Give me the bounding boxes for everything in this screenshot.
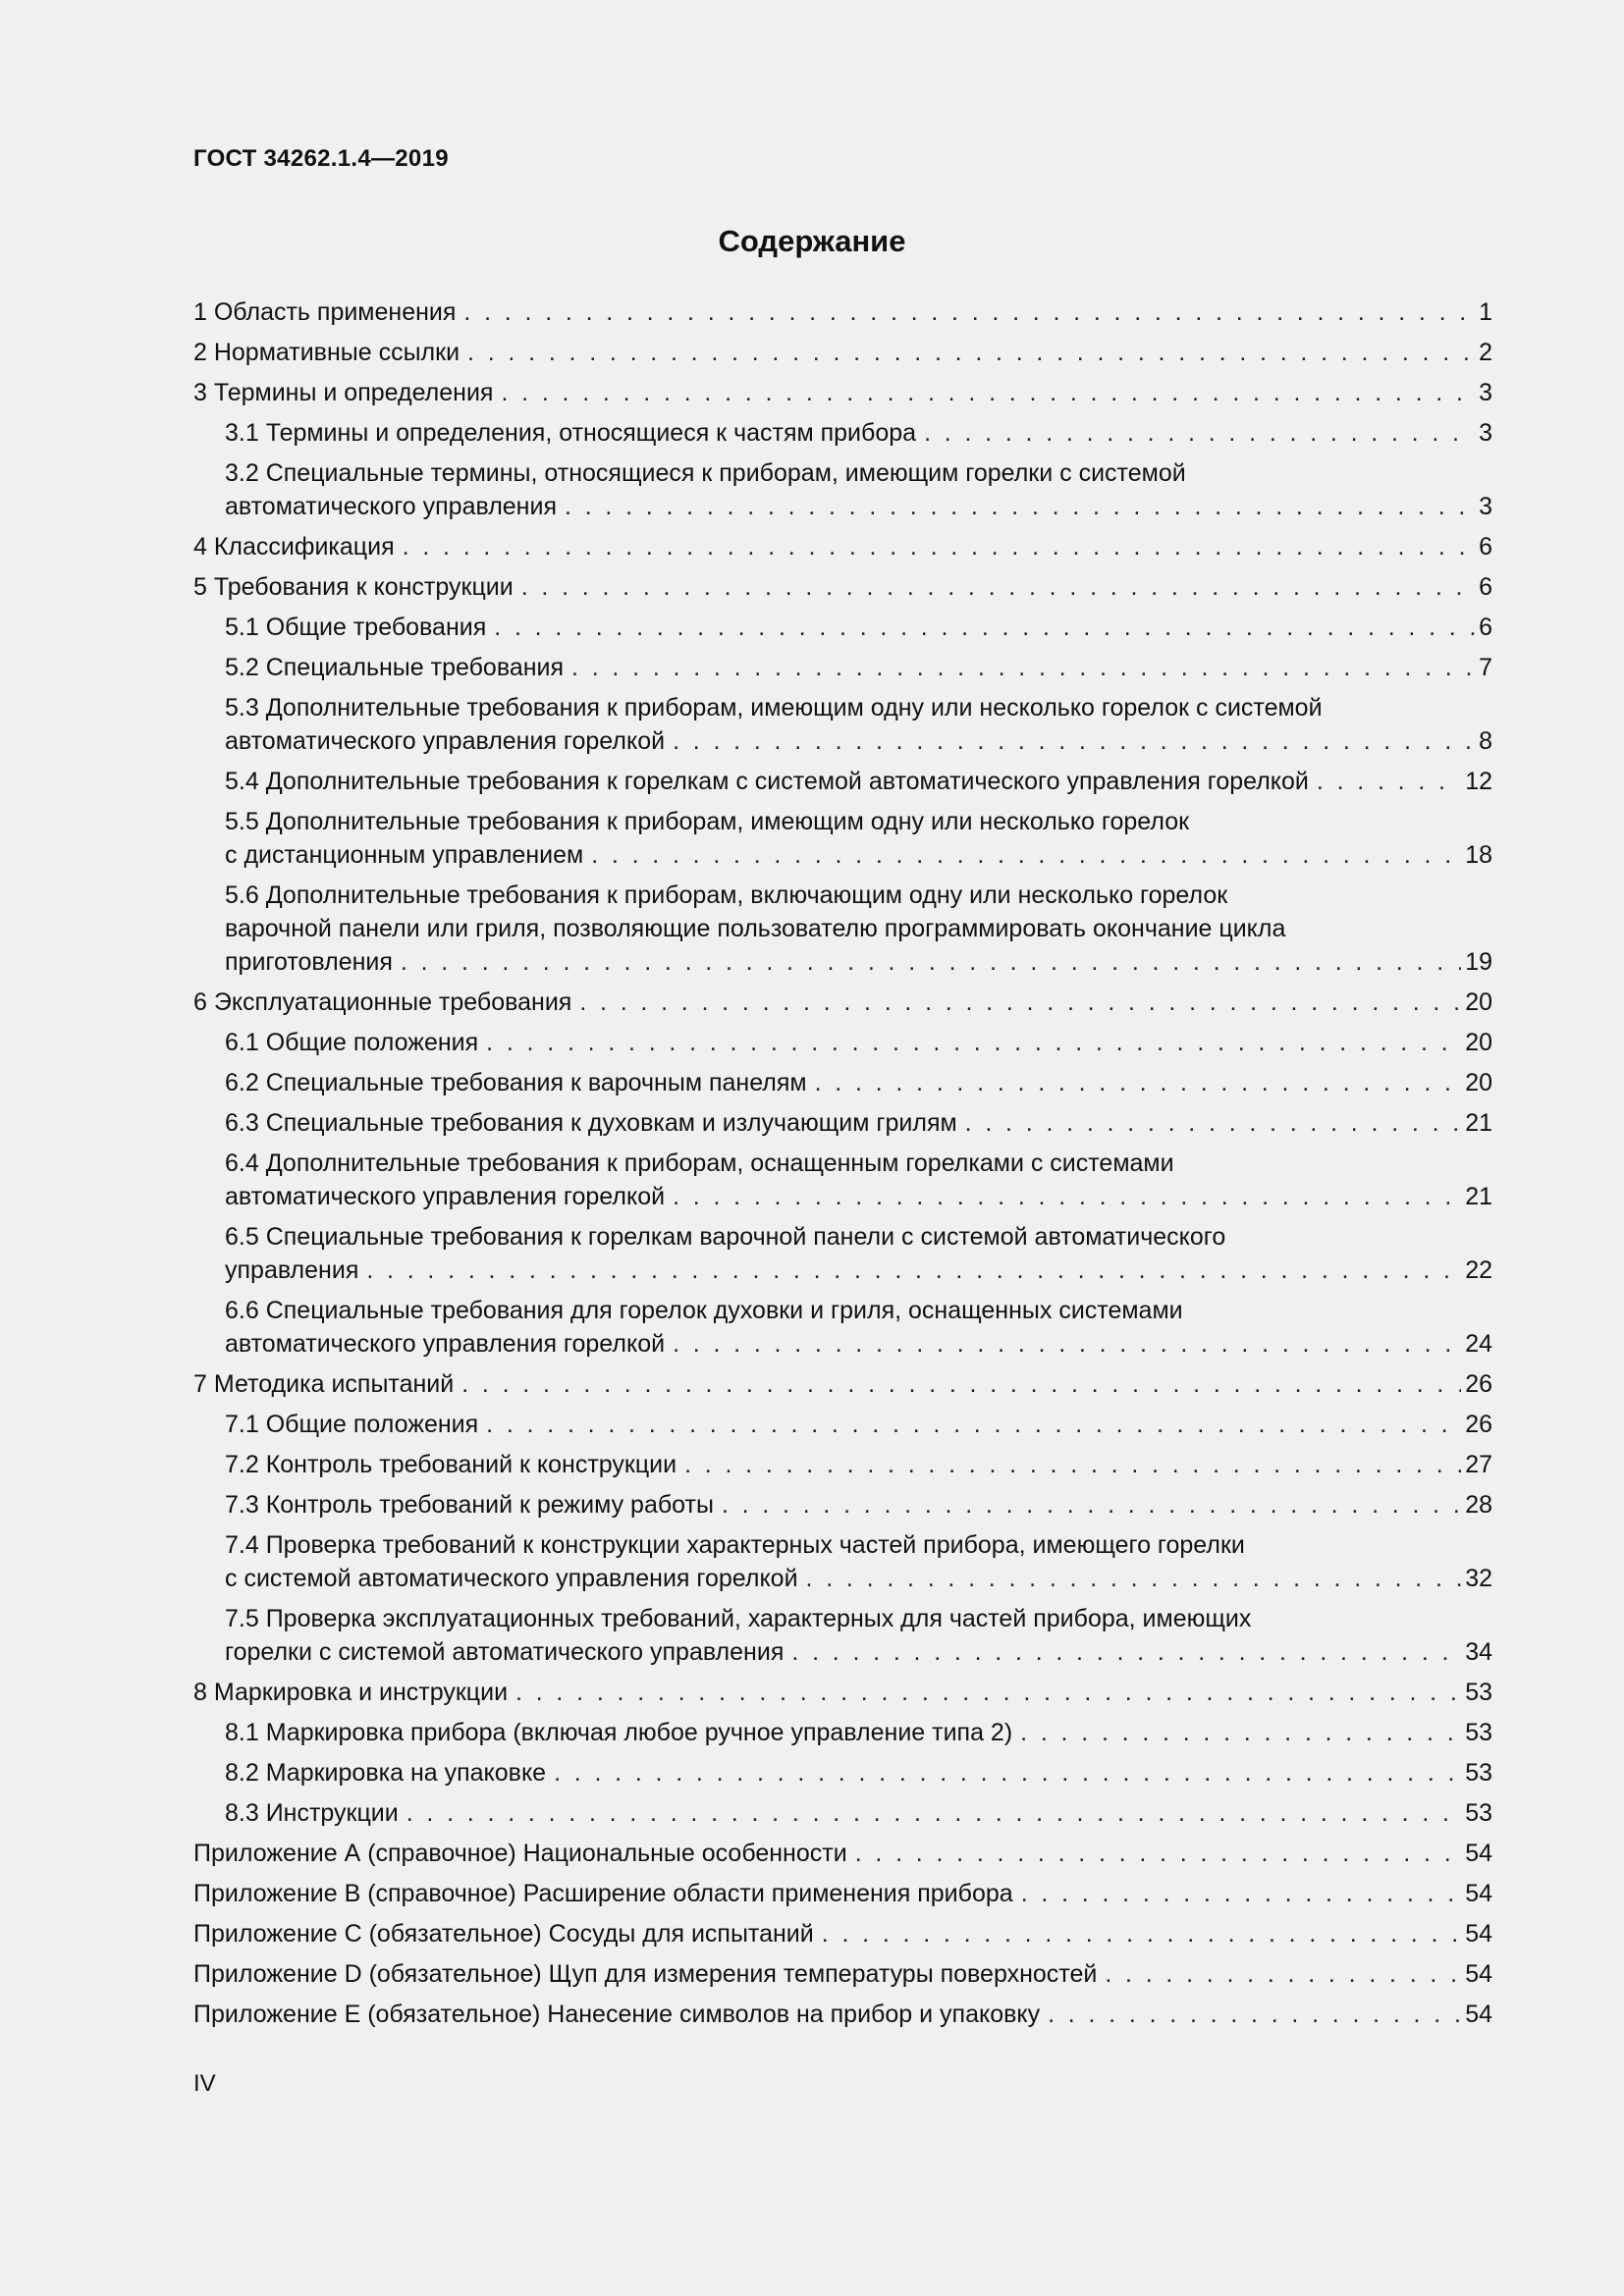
toc-page-number: 24 <box>1465 1330 1492 1358</box>
toc-entry[interactable] <box>193 1488 1492 1522</box>
dot-leader <box>815 1066 1462 1099</box>
toc-entry-text: 6.5 Специальные требования к горелкам варочной панели с системой автоматического <box>225 1223 1226 1251</box>
dot-leader <box>571 651 1475 684</box>
toc-entry[interactable] <box>193 1756 1492 1789</box>
page-number: IV <box>193 2070 216 2097</box>
toc-entry-line <box>225 1602 1492 1635</box>
toc-entry-text: 4 Классификация <box>193 533 395 561</box>
toc-entry[interactable] <box>193 530 1492 563</box>
toc-page-number: 18 <box>1465 841 1492 869</box>
dot-leader <box>494 611 1475 644</box>
toc-entry[interactable] <box>193 1147 1492 1213</box>
toc-entry-text: 7.2 Контроль требований к конструкции <box>225 1451 677 1478</box>
toc-entry[interactable] <box>193 1220 1492 1287</box>
dot-leader <box>855 1837 1462 1870</box>
toc-entry[interactable] <box>193 1917 1492 1950</box>
dot-leader <box>401 945 1461 979</box>
toc-entry-text: Приложение В (справочное) Расширение области применения прибора <box>193 1880 1013 1907</box>
toc-entry-line <box>193 1676 1492 1709</box>
toc-entry-text: 2 Нормативные ссылки <box>193 339 460 366</box>
toc-entry-line <box>225 1716 1492 1749</box>
toc-entry-text: 8.1 Маркировка прибора (включая любое ручное управление типа 2) <box>225 1719 1013 1746</box>
toc-page-number: 20 <box>1465 1069 1492 1096</box>
toc-entry-text: 8 Маркировка и инструкции <box>193 1679 509 1706</box>
toc-page-number: 8 <box>1479 727 1492 755</box>
toc-entry-line <box>225 724 1492 758</box>
toc-entry-line <box>225 1294 1492 1327</box>
dot-leader <box>486 1408 1461 1441</box>
toc-page-number: 26 <box>1465 1370 1492 1398</box>
toc-page-number: 3 <box>1479 493 1492 520</box>
toc-entry-line <box>225 912 1492 945</box>
toc-entry-text: варочной панели или гриля, позволяющие пользователю программировать окончание цикла <box>225 915 1286 942</box>
toc-entry-line <box>193 530 1492 563</box>
toc-entry[interactable] <box>193 1294 1492 1361</box>
toc-entry-line <box>193 1917 1492 1950</box>
toc-entry-line <box>225 1488 1492 1522</box>
toc-page-number: 3 <box>1479 419 1492 447</box>
toc-entry[interactable] <box>193 691 1492 758</box>
toc-entry[interactable] <box>193 1106 1492 1140</box>
toc-entry-line <box>225 1180 1492 1213</box>
dot-leader <box>521 570 1475 604</box>
toc-page-number: 12 <box>1465 768 1492 795</box>
toc-entry-line <box>225 1106 1492 1140</box>
toc-entry-text: 7.1 Общие положения <box>225 1411 479 1438</box>
toc-entry-line <box>225 1448 1492 1481</box>
toc-entry-line <box>225 1756 1492 1789</box>
toc-entry[interactable] <box>193 336 1492 369</box>
toc-entry[interactable] <box>193 986 1492 1019</box>
toc-page-number: 28 <box>1465 1491 1492 1519</box>
toc-page-number: 54 <box>1465 1920 1492 1948</box>
toc-entry[interactable] <box>193 765 1492 798</box>
dot-leader <box>722 1488 1461 1522</box>
toc-entry-line <box>225 1408 1492 1441</box>
toc-page-number: 53 <box>1465 1799 1492 1827</box>
toc-entry[interactable] <box>193 879 1492 979</box>
toc-entry-line <box>225 945 1492 979</box>
toc-entry-text: автоматического управления <box>225 493 557 520</box>
toc-entry-text: 5.3 Дополнительные требования к приборам, имеющим одну или несколько горелок с системой <box>225 694 1323 721</box>
toc-entry-text: 6.1 Общие положения <box>225 1029 479 1056</box>
dot-leader <box>461 1367 1461 1401</box>
toc-page-number: 22 <box>1465 1256 1492 1284</box>
toc-entry-line <box>225 1562 1492 1595</box>
toc-page-number: 32 <box>1465 1565 1492 1592</box>
dot-leader <box>501 376 1475 409</box>
toc-entry-line <box>225 691 1492 724</box>
toc-entry-line <box>193 1367 1492 1401</box>
toc-entry-line <box>225 805 1492 838</box>
toc-entry[interactable] <box>193 1408 1492 1441</box>
toc-entry-line <box>225 1327 1492 1361</box>
toc-entry-text: 5.2 Специальные требования <box>225 654 565 681</box>
page-title: Содержание <box>718 224 906 258</box>
dot-leader <box>554 1756 1461 1789</box>
toc-page-number: 54 <box>1465 1880 1492 1907</box>
dot-leader <box>924 416 1475 450</box>
dot-leader <box>684 1448 1461 1481</box>
toc-entry-line <box>193 1837 1492 1870</box>
toc-page-number: 6 <box>1479 533 1492 561</box>
toc-entry-line <box>193 986 1492 1019</box>
dot-leader <box>515 1676 1461 1709</box>
dot-leader <box>403 530 1475 563</box>
toc-page-number: 1 <box>1479 298 1492 326</box>
toc-page-number: 26 <box>1465 1411 1492 1438</box>
toc-page-number: 53 <box>1465 1719 1492 1746</box>
toc-entry-line <box>225 1635 1492 1669</box>
toc-entry-line <box>193 1957 1492 1991</box>
toc-entry-text: 7.4 Проверка требований к конструкции характерных частей прибора, имеющего горелки <box>225 1531 1245 1559</box>
toc-entry-text: 7.3 Контроль требований к режиму работы <box>225 1491 714 1519</box>
toc-entry-line <box>225 879 1492 912</box>
toc-page-number: 19 <box>1465 948 1492 976</box>
toc-entry-text: 6.2 Специальные требования к варочным панелям <box>225 1069 807 1096</box>
dot-leader <box>591 838 1461 872</box>
toc-entry[interactable] <box>193 1957 1492 1991</box>
toc-entry-text: 8.2 Маркировка на упаковке <box>225 1759 547 1787</box>
toc-entry-line <box>225 490 1492 523</box>
dot-leader <box>673 1327 1461 1361</box>
toc-entry-line <box>193 570 1492 604</box>
dot-leader <box>406 1796 1461 1830</box>
toc-entry[interactable] <box>193 1676 1492 1709</box>
toc-entry-text: 6.3 Специальные требования к духовкам и излучающим грилям <box>225 1109 957 1137</box>
toc-entry-text: 5.1 Общие требования <box>225 614 487 641</box>
dot-leader <box>1105 1957 1461 1991</box>
toc-entry-line <box>225 651 1492 684</box>
toc-entry-text: 1 Область применения <box>193 298 457 326</box>
toc-entry-text: 6.4 Дополнительные требования к приборам, оснащенным горелками с системами <box>225 1149 1174 1177</box>
toc-page-number: 21 <box>1465 1183 1492 1210</box>
toc-entry-text: 5.6 Дополнительные требования к приборам, включающим одну или несколько горелок <box>225 881 1228 909</box>
toc-page-number: 21 <box>1465 1109 1492 1137</box>
toc-entry[interactable] <box>193 651 1492 684</box>
toc-entry-text: 5 Требования к конструкции <box>193 573 514 601</box>
toc-entry-text: 5.5 Дополнительные требования к приборам, имеющим одну или несколько горелок <box>225 808 1190 835</box>
toc-page-number: 54 <box>1465 1840 1492 1867</box>
toc-entry-text: 6.6 Специальные требования для горелок духовки и гриля, оснащенных системами <box>225 1297 1183 1324</box>
toc-page-number: 34 <box>1465 1638 1492 1666</box>
toc-entry-text: 3 Термины и определения <box>193 379 494 406</box>
toc-entry[interactable] <box>193 416 1492 450</box>
table-of-contents <box>193 295 1492 2038</box>
dot-leader <box>1021 1877 1462 1910</box>
toc-page-number: 20 <box>1465 988 1492 1016</box>
toc-entry-line <box>193 1877 1492 1910</box>
toc-entry-line <box>193 376 1492 409</box>
toc-page-number: 54 <box>1465 1960 1492 1988</box>
toc-entry[interactable] <box>193 1026 1492 1059</box>
dot-leader <box>806 1562 1462 1595</box>
toc-entry-text: 6 Эксплуатационные требования <box>193 988 572 1016</box>
dot-leader <box>579 986 1461 1019</box>
toc-entry-line <box>225 1066 1492 1099</box>
toc-entry[interactable] <box>193 1066 1492 1099</box>
toc-page-number: 6 <box>1479 614 1492 641</box>
toc-entry-line <box>193 295 1492 329</box>
toc-entry-text: управления <box>225 1256 359 1284</box>
toc-entry-text: приготовления <box>225 948 393 976</box>
dot-leader <box>965 1106 1462 1140</box>
toc-entry[interactable] <box>193 1796 1492 1830</box>
toc-entry-text: 8.3 Инструкции <box>225 1799 399 1827</box>
toc-entry-line <box>225 1254 1492 1287</box>
toc-entry-text: 3.2 Специальные термины, относящиеся к приборам, имеющим горелки с системой <box>225 459 1186 487</box>
dot-leader <box>463 295 1475 329</box>
toc-page-number: 27 <box>1465 1451 1492 1478</box>
toc-entry-line <box>225 611 1492 644</box>
toc-entry-line <box>225 1147 1492 1180</box>
toc-entry-text: с дистанционным управлением <box>225 841 584 869</box>
toc-entry-text: Приложение А (справочное) Национальные особенности <box>193 1840 847 1867</box>
toc-entry-text: 7 Методика испытаний <box>193 1370 455 1398</box>
toc-entry-line <box>225 765 1492 798</box>
toc-entry-text: горелки с системой автоматического управления <box>225 1638 785 1666</box>
document-designation: ГОСТ 34262.1.4—2019 <box>193 145 449 172</box>
toc-entry-text: 7.5 Проверка эксплуатационных требований, характерных для частей прибора, имеющих <box>225 1605 1252 1632</box>
toc-entry-line <box>225 838 1492 872</box>
toc-entry[interactable] <box>193 1528 1492 1595</box>
toc-entry[interactable] <box>193 570 1492 604</box>
toc-entry[interactable] <box>193 611 1492 644</box>
toc-entry-line <box>193 336 1492 369</box>
toc-entry-text: 5.4 Дополнительные требования к горелкам с системой автоматического управления горелкой <box>225 768 1309 795</box>
toc-entry-text: Приложение Е (обязательное) Нанесение символов на прибор и упаковку <box>193 2001 1041 2028</box>
toc-entry-text: с системой автоматического управления горелкой <box>225 1565 798 1592</box>
dot-leader <box>486 1026 1461 1059</box>
toc-entry[interactable] <box>193 1998 1492 2031</box>
toc-entry[interactable] <box>193 1448 1492 1481</box>
toc-entry[interactable] <box>193 295 1492 329</box>
dot-leader <box>673 724 1475 758</box>
dot-leader <box>1317 765 1461 798</box>
toc-entry-text: автоматического управления горелкой <box>225 727 666 755</box>
toc-entry-line <box>225 416 1492 450</box>
toc-entry-line <box>225 1220 1492 1254</box>
toc-entry[interactable] <box>193 1367 1492 1401</box>
toc-entry-text: Приложение С (обязательное) Сосуды для испытаний <box>193 1920 814 1948</box>
toc-entry[interactable] <box>193 805 1492 872</box>
toc-page-number: 54 <box>1465 2001 1492 2028</box>
toc-entry-text: автоматического управления горелкой <box>225 1330 666 1358</box>
toc-entry[interactable] <box>193 1877 1492 1910</box>
toc-page-number: 7 <box>1479 654 1492 681</box>
toc-entry[interactable] <box>193 376 1492 409</box>
dot-leader <box>673 1180 1461 1213</box>
toc-page-number: 20 <box>1465 1029 1492 1056</box>
toc-entry-text: Приложение D (обязательное) Щуп для измерения температуры поверхностей <box>193 1960 1098 1988</box>
dot-leader <box>565 490 1475 523</box>
toc-page-number: 53 <box>1465 1679 1492 1706</box>
toc-entry-line <box>193 1998 1492 2031</box>
toc-entry-line <box>225 1026 1492 1059</box>
dot-leader <box>366 1254 1461 1287</box>
toc-entry[interactable] <box>193 1716 1492 1749</box>
dot-leader <box>822 1917 1461 1950</box>
toc-entry-line <box>225 456 1492 490</box>
toc-entry-line <box>225 1528 1492 1562</box>
toc-entry-text: 3.1 Термины и определения, относящиеся к частям прибора <box>225 419 917 447</box>
toc-page-number: 53 <box>1465 1759 1492 1787</box>
toc-page-number: 2 <box>1479 339 1492 366</box>
toc-page-number: 6 <box>1479 573 1492 601</box>
toc-entry[interactable] <box>193 456 1492 523</box>
toc-entry[interactable] <box>193 1602 1492 1669</box>
dot-leader <box>1020 1716 1461 1749</box>
dot-leader <box>1048 1998 1461 2031</box>
toc-page-number: 3 <box>1479 379 1492 406</box>
dot-leader <box>791 1635 1461 1669</box>
toc-entry-line <box>225 1796 1492 1830</box>
toc-entry[interactable] <box>193 1837 1492 1870</box>
dot-leader <box>467 336 1475 369</box>
toc-entry-text: автоматического управления горелкой <box>225 1183 666 1210</box>
